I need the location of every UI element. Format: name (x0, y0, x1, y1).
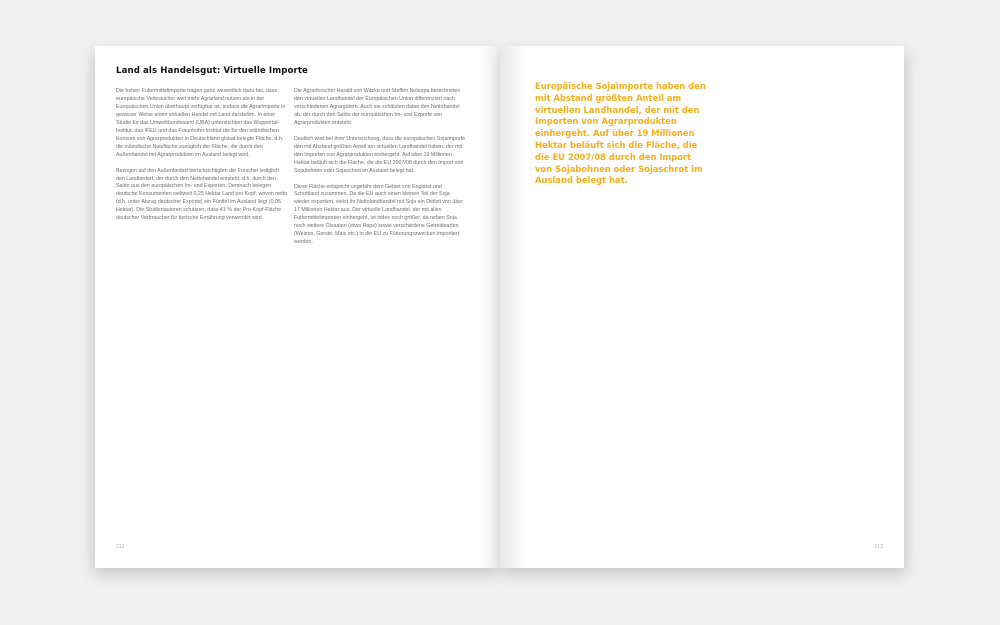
paragraph: Die Agrarforscher Harald von Witzke und Steffen Noleppa berechneten den virtuellen Landhandel der Europäischen Union differenziert nach verschiedenen Agrargütern. Auch sie schätzten dabei den Nettohandel ab, der durch den Saldo der europäischen Im- und Exporte von Agrarprodukten entsteht. (294, 88, 461, 126)
paragraph: Bezogen auf den Außenbedarf berücksichtigten die Forscher lediglich den Landbedarf, der durch den Nettohandel entsteht, d.h. durch den Saldo aus den europäischen Im- und Exporten. Demnach belegen deutsche Konsumenten weltweit 0,25 Hektar Land pro Kopf, wovon netto (d.h. unter Abzug deutscher Exporte) ein Fünftel im Ausland liegt (0,05 Hektar). Die Studienautoren schätzen, dass 41 % der Pro-Kopf-Fläche deutscher Verbraucher für tierische Ernährung verwendet wird. (116, 167, 288, 222)
pull-quote: Europäische Sojaimporte haben den mit Abstand größten Anteil am virtuellen Landhandel, der mit den Importen von Agrarprodukten einhergeht. Auf über 19 Millionen Hektar beläuft sich die Fläche, die die EU 2007/08 durch den Import von Sojabohnen oder Sojaschrot im Ausland belegt hat. (535, 81, 706, 186)
paragraph: Deutlich wird bei ihrer Untersuchung, dass die europäischen Sojaimporte den mit Abstand größten Anteil am virtuellen Landhandel haben, der mit den Importen von Agrarprodukten einhergeht. Auf über 19 Millionen Hektar beläuft sich die Fläche, die die EU 2007/08 durch den Import von Sojabohnen oder Sojaschrot im Ausland belegt hat. (294, 135, 466, 174)
page-number-right: 213 (874, 544, 883, 550)
left-page (95, 46, 500, 568)
paragraph: Die hohen Futtermittelimporte tragen ganz wesentlich dazu bei, dass europäische Verbraucher weit mehr Agrarland nutzen als in der Europäischen Union überhaupt verfügbar ist, sodass die Agrarimporte in gewisser Weise einen virtuellen Handel mit Land darstellen. In einer Studie für das Umweltbundesamt (UBA) untersuchten das Wuppertal-Institut, das IFEU und das Fraunhofer Institut die für den inländischen Konsum von Agrarprodukten in Deutschland global belegte Fläche, d.h. die inländische Nutzfläche zuzüglich der Fläche, die durch den Außenhandel mit Agrarprodukten im Ausland belegt wird. (116, 88, 286, 158)
right-page (500, 46, 904, 568)
text-column-1 (116, 88, 288, 231)
paragraph: Diese Fläche entspricht ungefähr dem Gebiet von England und Schottland zusammen. Da die EU auch einen kleinen Teil der Soja wieder exportiert, weist ihr Nettolandhandel mit Soja ein Defizit von über 17 Millionen Hektar aus. Der virtuelle Landhandel, der mit allen Futtermittelimporten einhergeht, ist indes noch größer, da neben Soja noch weitere Ölsaaten (etwa Raps) sowie verschiedene Getreidearten (Weizen, Gerste, Mais etc.) in die EU zu Fütterungszwecken importiert werden. (294, 183, 463, 246)
gutter-shadow-left (478, 46, 500, 568)
section-heading: Land als Handelsgut: Virtuelle Importe (116, 66, 308, 76)
gutter-shadow-right (500, 46, 526, 568)
text-column-2 (294, 88, 466, 255)
page-number-left: 212 (116, 544, 125, 550)
